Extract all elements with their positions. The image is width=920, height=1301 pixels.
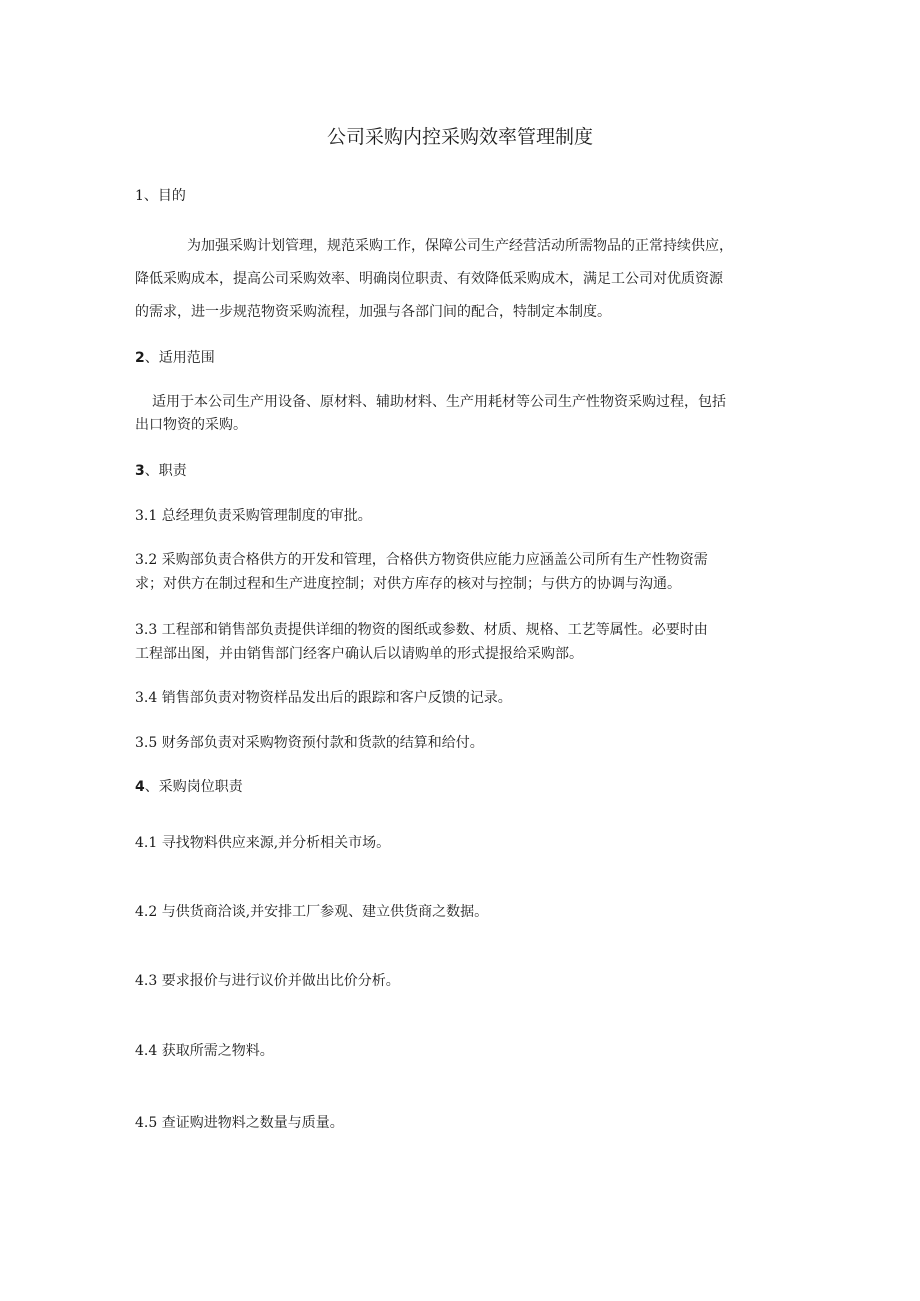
- section-3-heading: [135, 461, 187, 481]
- section-4-number: 4: [135, 779, 145, 795]
- item-4-2: 4.2 与供货商洽谈,并安排工厂参观、建立供货商之数据。: [135, 904, 489, 920]
- item-3-2-line-2: 求；对供方在制过程和生产进度控制；对供方库存的核对与控制；与供方的协调与沟通。: [135, 576, 681, 592]
- section-2-title: 、适用范围: [144, 350, 215, 366]
- section-1-line-2: 降低采购成本，提高公司采购效率、明确岗位职责、有效降低采购成木，满足工公司对优质资源: [135, 271, 723, 287]
- section-1-heading: [135, 186, 186, 206]
- item-4-1: 4.1 寻找物料供应来源,并分析相关市场。: [135, 835, 391, 851]
- document-title: 公司采购内控采购效率管理制度: [326, 126, 593, 148]
- item-3-4: 3.4 销售部负责对物资样品发出后的跟踪和客户反馈的记录。: [135, 690, 512, 706]
- item-3-3-line-1: 3.3 工程部和销售部负责提供详细的物资的图纸或参数、材质、规格、工艺等属性。必要时由: [135, 622, 708, 638]
- item-4-3: 4.3 要求报价与进行议价并做出比价分析。: [135, 973, 400, 989]
- item-3-5: 3.5 财务部负责对采购物资预付款和货款的结算和给付。: [135, 735, 484, 751]
- section-3-number: 3: [135, 463, 145, 479]
- section-2-line-1: 适用于本公司生产用设备、原材料、辅助材料、生产用耗材等公司生产性物资采购过程，包括: [152, 394, 726, 410]
- item-4-5: 4.5 查证购进物料之数量与质量。: [135, 1115, 344, 1131]
- section-2-number: 2: [135, 350, 145, 366]
- section-2-line-2: 出口物资的采购。: [135, 417, 247, 433]
- section-1-line-3: 的需求，进一步规范物资采购流程，加强与各部门间的配合，特制定本制度。: [135, 304, 611, 320]
- section-3-title: 、职责: [144, 463, 187, 479]
- item-3-3-line-2: 工程部出图，并由销售部门经客户确认后以请购单的形式提报给采购部。: [135, 646, 583, 662]
- item-3-1: 3.1 总经理负责采购管理制度的审批。: [135, 508, 372, 524]
- section-1-number: 1: [135, 188, 144, 204]
- section-4-heading: [135, 777, 243, 797]
- section-2-heading: [135, 348, 215, 368]
- section-1-title: 、目的: [143, 188, 186, 204]
- item-4-4: 4.4 获取所需之物料。: [135, 1043, 274, 1059]
- section-4-title: 、采购岗位职责: [144, 779, 243, 795]
- section-1-line-1: 为加强采购计划管理，规范采购工作，保障公司生产经营活动所需物品的正常持续供应，: [187, 238, 733, 254]
- item-3-2-line-1: 3.2 采购部负责合格供方的开发和管理，合格供方物资供应能力应涵盖公司所有生产性物资需: [135, 552, 708, 568]
